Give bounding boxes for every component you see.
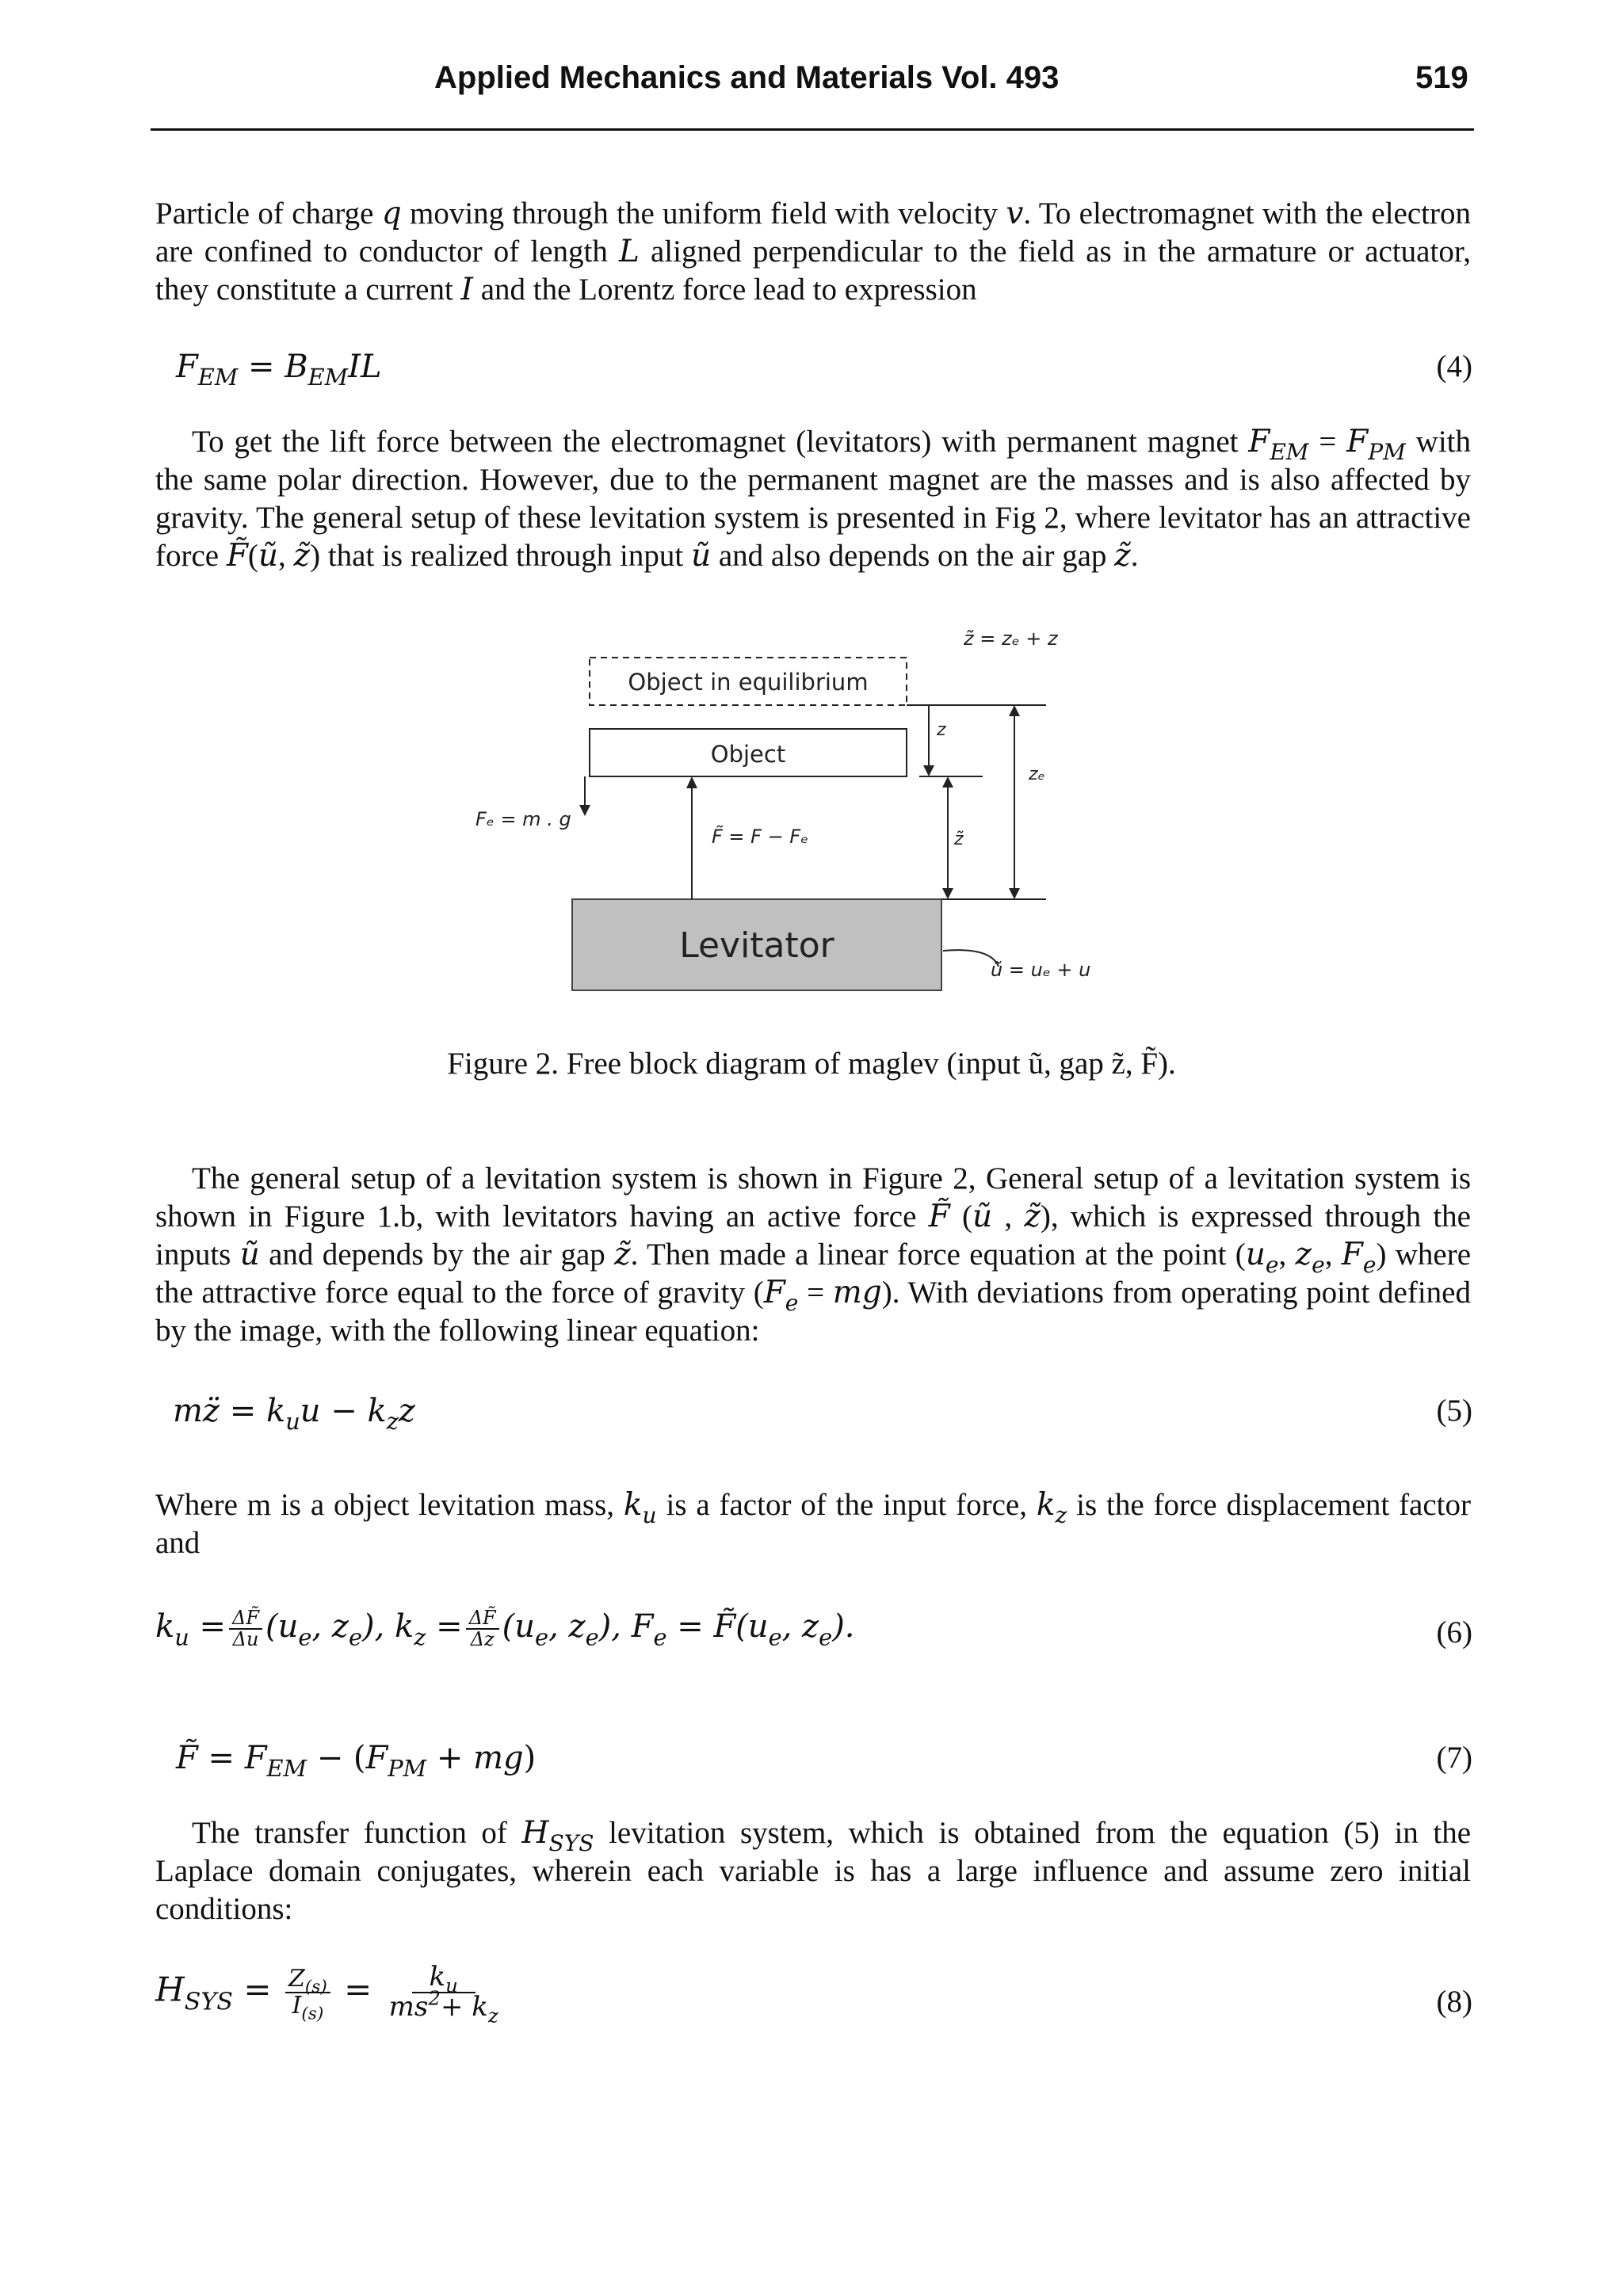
label-object: Object: [710, 741, 786, 768]
z-tilde-arrow-head-down: [942, 888, 953, 899]
force-arrow-head: [686, 776, 697, 788]
paragraph-5: The transfer function of $H_{SYS}$ levitation system, which is obtained from the equation (5) in the Laplace domain conjugates, wherein each variable is has a large influence and assume zero initial conditions:: [155, 1815, 1472, 1926]
equation-4: $F_{EM} = B_{EM}IL$: [176, 349, 382, 391]
z-e-arrow-head-down: [1009, 888, 1020, 899]
equation-5-number: (5): [1436, 1394, 1472, 1428]
paragraph-3: The general setup of a levitation system is shown in Figure 2, General setup of a levitation system is shown in Figure 1.b, with levitators having an active force F̃ (ũ , z̃), which is expressed through the inputs ũ and depends by the air gap z̃. Then made a linear force equation at the point ($u_e$, $z_e$, $F_e$) where the attractive force equal to the force of gravity $(F_e = mg)$. With deviations from operating point defined by the image, with the following linear equation:: [155, 1161, 1472, 1348]
maglev-diagram: [444, 618, 1157, 1006]
equation-7-number: (7): [1436, 1741, 1472, 1775]
paragraph-1: Particle of charge q moving through the uniform field with velocity v. To electromagnet with the electron are confined to conductor of length L aligned perpendicular to the field as in the armature or actuator, they constitute a current I and the Lorentz force lead to expression: [155, 196, 1471, 307]
z-tilde-arrow-head-up: [942, 776, 953, 788]
label-z-tilde-eq: z̃ = zₑ + z: [964, 627, 1058, 650]
equation-5: mz̈ = $k_uu - k_zz$: [173, 1393, 415, 1436]
label-z: z: [937, 720, 946, 740]
z-e-arrow-head-up: [1009, 705, 1020, 716]
label-u-tilde-eq: ũ = uₑ + u: [991, 959, 1091, 981]
header-rule: [151, 128, 1474, 131]
label-levitator: Levitator: [679, 925, 834, 966]
label-z-tilde: z̃: [954, 830, 964, 849]
equation-7: F̃ = $F_{EM} - (F_{PM} + mg)$: [176, 1740, 537, 1783]
paragraph-4: Where m is a object levitation mass, $k_u$ is a factor of the input force, $k_z$ is the force displacement factor and: [155, 1487, 1472, 1560]
label-z-e: zₑ: [1029, 765, 1045, 784]
equation-6-number: (6): [1436, 1615, 1472, 1650]
journal-title: Applied Mechanics and Materials Vol. 493: [434, 60, 1060, 95]
equation-8: $H_{SYS}$ = $\frac{Z_{(s)}}{I_{(s)}}$ = $\frac{k_u}{ms^2+ k_z}$: [155, 1961, 498, 2027]
z-arrow-head: [923, 765, 934, 776]
equation-8-number: (8): [1436, 1985, 1472, 2019]
label-object-equilibrium: Object in equilibrium: [628, 669, 869, 696]
paragraph-2: To get the lift force between the electromagnet (levitators) with permanent magnet $F_{EM} = F_{PM}$ with the same polar direction. However, due to the permanent magnet are the masses and is also affected by gravity. The general setup of these levitation system is presented in Fig 2, where levitator has an attractive force F̃(ũ, z̃) that is realized through input ũ and also depends on the air gap z̃.: [155, 424, 1471, 574]
equation-6: $k_u$ = $\frac{\Delta F̃}{\Delta u}$ ($u_e$, $z_e$), $k_z$ = $\frac{\Delta F̃}{\Delta z}$ ($u_e$, $z_e$), $F_e$ = $F̃(u_e$, $z_e$).: [155, 1607, 855, 1651]
label-force: F̃ = F − Fₑ: [712, 826, 809, 848]
figure-caption: Figure 2. Free block diagram of maglev (input ũ, gap z̃, F̃).: [447, 1047, 1176, 1081]
equation-4-number: (4): [1436, 349, 1472, 383]
label-gravity: Fₑ = m . g: [475, 808, 571, 830]
gravity-arrow-head: [579, 805, 590, 816]
page-number: 519: [1415, 60, 1468, 95]
